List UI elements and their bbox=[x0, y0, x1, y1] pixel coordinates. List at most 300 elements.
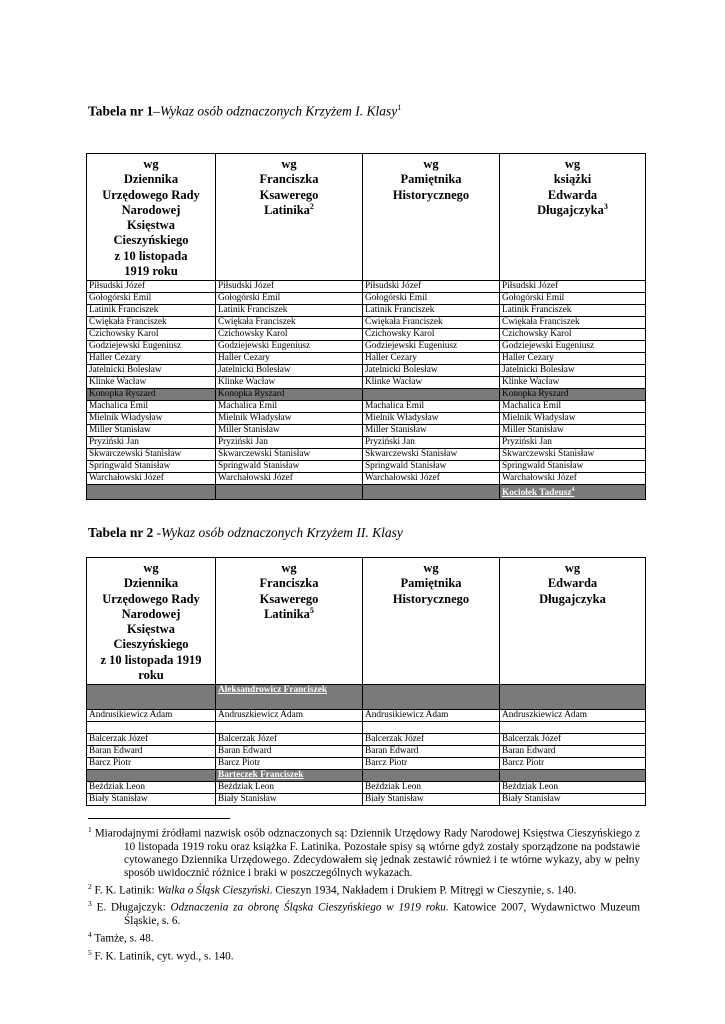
cell-text: Piłsudski Józef bbox=[502, 281, 559, 291]
table-cell bbox=[363, 293, 500, 305]
column-header-line: Historycznego bbox=[392, 591, 470, 606]
cell-text: Godziejewski Eugeniusz bbox=[89, 341, 182, 351]
cell-text: Miller Stanisław bbox=[502, 425, 564, 435]
table-cell bbox=[216, 710, 363, 722]
cell-text: Jatelnicki Bolesław bbox=[502, 365, 575, 375]
cell-text: Haller Cezary bbox=[218, 353, 270, 363]
cell-text: Andrusikiewicz Adam bbox=[365, 710, 449, 720]
cell-text: Baran Edward bbox=[365, 746, 419, 756]
footnote-ref: 3 bbox=[603, 201, 608, 211]
table1 bbox=[86, 153, 646, 500]
column-header-line: Cieszyńskiego bbox=[113, 637, 189, 652]
table-row bbox=[87, 794, 646, 806]
column-header-line: Dziennika bbox=[123, 576, 179, 591]
cell-text: Springwald Stanisław bbox=[502, 461, 584, 471]
cell-text: Latinik Franciszek bbox=[365, 305, 435, 315]
table-row bbox=[87, 365, 646, 377]
table-cell bbox=[363, 329, 500, 341]
cell-text: Andrusikiewicz Adam bbox=[89, 710, 173, 720]
cell-text: Beździak Leon bbox=[218, 782, 275, 792]
table-cell bbox=[500, 389, 646, 401]
cell-text: Kociołek Tadeusz bbox=[502, 488, 572, 499]
cell-text: Ćwiękała Franciszek bbox=[218, 317, 296, 327]
table-cell bbox=[500, 461, 646, 473]
table-cell bbox=[363, 461, 500, 473]
table-cell bbox=[87, 758, 216, 770]
column-header-line: Księstwa bbox=[127, 622, 175, 637]
table-cell bbox=[500, 734, 646, 746]
cell-text: Springwald Stanisław bbox=[365, 461, 447, 471]
table-cell bbox=[500, 485, 646, 500]
table-cell bbox=[216, 305, 363, 317]
table-cell bbox=[87, 485, 216, 500]
cell-text: Latinik Franciszek bbox=[218, 305, 288, 315]
table-cell bbox=[500, 401, 646, 413]
cell-text: Latinik Franciszek bbox=[502, 305, 572, 315]
column-header-line: Długajczyka bbox=[539, 591, 606, 606]
cell-text: Balcerzak Józef bbox=[365, 734, 425, 744]
cell-text: Jatelnicki Bolesław bbox=[89, 365, 162, 375]
table-cell bbox=[216, 734, 363, 746]
cell-text: Czichowsky Karol bbox=[365, 329, 435, 339]
column-header bbox=[87, 154, 216, 281]
footnote-text: Miarodajnymi źródłami nazwisk osób odznaczonych są: Dziennik Urzędowy Rady Narodowej Księstwa Cieszyńskiego z 10 listopada 1919 roku oraz książka F. Latinika. Pozostałe spisy są wtórne gdyż zostały sporządzone na podstawie cytowanego Dziennika Urzędowego. Zdecydowałem się jednak zestawić również i te wtórne wykazy, aby w pełny sposób uwidocznić różnice i braki w poszczególnych wykazach. bbox=[94, 827, 640, 879]
table-row bbox=[87, 377, 646, 389]
cell-text: Beździak Leon bbox=[89, 782, 146, 792]
table-cell bbox=[500, 449, 646, 461]
table-cell bbox=[363, 365, 500, 377]
table-cell bbox=[216, 473, 363, 485]
table-row bbox=[87, 329, 646, 341]
cell-text: Czichowsky Karol bbox=[218, 329, 288, 339]
column-header-line: wg bbox=[143, 157, 159, 171]
table-cell bbox=[363, 305, 500, 317]
footnote-title: Odznaczenia za obronę Śląska Cieszyńskiego w 1919 roku bbox=[170, 902, 446, 915]
cell-text: Miller Stanisław bbox=[365, 425, 427, 435]
column-header-line: wg bbox=[281, 561, 297, 575]
table-row bbox=[87, 722, 646, 734]
cell-text: Baran Edward bbox=[89, 746, 143, 756]
table-cell bbox=[87, 377, 216, 389]
table-row bbox=[87, 710, 646, 722]
footnote-text: Tamże, s. 48. bbox=[94, 932, 154, 945]
table-cell bbox=[216, 401, 363, 413]
table-cell bbox=[500, 685, 646, 710]
footnote-ref: 2 bbox=[309, 201, 314, 211]
table1-caption bbox=[88, 103, 401, 120]
cell-text: Beździak Leon bbox=[365, 782, 422, 792]
cell-text: Barcz Piotr bbox=[89, 758, 132, 768]
table-cell bbox=[216, 365, 363, 377]
cell-text: Warchałowski Józef bbox=[502, 473, 577, 483]
cell-text: Warchałowski Józef bbox=[365, 473, 440, 483]
cell-text: Mielnik Władysław bbox=[365, 413, 439, 423]
cell-text: Czichowsky Karol bbox=[502, 329, 572, 339]
column-header bbox=[216, 558, 363, 685]
footnote-text: F. K. Latinik: bbox=[94, 884, 158, 897]
table-cell bbox=[500, 341, 646, 353]
table-cell bbox=[363, 770, 500, 782]
table-row bbox=[87, 413, 646, 425]
table-cell bbox=[363, 734, 500, 746]
table-cell bbox=[87, 770, 216, 782]
cell-text: Piłsudski Józef bbox=[218, 281, 275, 291]
table-cell bbox=[500, 413, 646, 425]
cell-text: Godziejewski Eugeniusz bbox=[365, 341, 458, 351]
table-cell bbox=[87, 794, 216, 806]
column-header-line: wg bbox=[564, 561, 581, 575]
cell-text: Pryziński Jan bbox=[502, 437, 552, 447]
table-cell bbox=[500, 317, 646, 329]
column-header-line: Edwarda bbox=[547, 576, 598, 591]
footnote-title: Walka o Śląsk Cieszyński bbox=[157, 884, 270, 897]
table-cell bbox=[87, 722, 216, 734]
footnote-number: 1 bbox=[88, 825, 92, 834]
cell-text: Klinke Wacław bbox=[365, 377, 423, 387]
table-cell bbox=[87, 401, 216, 413]
table-cell bbox=[216, 722, 363, 734]
cell-text: Biały Stanisław bbox=[502, 794, 561, 804]
table-cell bbox=[363, 449, 500, 461]
cell-text: Czichowsky Karol bbox=[89, 329, 159, 339]
table-cell bbox=[500, 770, 646, 782]
cell-text: Skwarczewski Stanisław bbox=[365, 449, 458, 459]
table-cell bbox=[216, 758, 363, 770]
table-cell bbox=[363, 413, 500, 425]
table-cell bbox=[87, 365, 216, 377]
cell-text: Springwald Stanisław bbox=[89, 461, 171, 471]
table-cell bbox=[87, 317, 216, 329]
footnote-separator bbox=[88, 818, 230, 819]
cell-text: Mielnik Władysław bbox=[89, 413, 163, 423]
column-header bbox=[500, 154, 646, 281]
cell-text: Piłsudski Józef bbox=[89, 281, 146, 291]
cell-text: Machalica Emil bbox=[502, 401, 562, 411]
table-cell bbox=[363, 722, 500, 734]
cell-text: Miller Stanisław bbox=[89, 425, 151, 435]
table-cell bbox=[500, 365, 646, 377]
table-cell bbox=[363, 341, 500, 353]
table-cell bbox=[363, 425, 500, 437]
column-header-line: Pamiętnika bbox=[400, 576, 462, 591]
table2-caption bbox=[88, 525, 403, 541]
column-header-line: Narodowej bbox=[121, 202, 181, 217]
cell-text: Beździak Leon bbox=[502, 782, 559, 792]
table-cell bbox=[216, 770, 363, 782]
footnote-text: . Katowice 2007, Wydawnictwo Muzeum Śląskie, s. 6. bbox=[124, 902, 641, 928]
table-cell bbox=[87, 293, 216, 305]
footnote-ref: 4 bbox=[571, 487, 575, 493]
table-cell bbox=[363, 437, 500, 449]
column-header-line: wg bbox=[423, 157, 439, 171]
table-cell bbox=[87, 329, 216, 341]
cell-text: Ćwiękała Franciszek bbox=[365, 317, 443, 327]
cell-text: Haller Cezary bbox=[365, 353, 417, 363]
cell-text: Balcerzak Józef bbox=[218, 734, 278, 744]
column-header-line: książki bbox=[553, 172, 592, 187]
table-cell bbox=[500, 437, 646, 449]
table1-caption-label: Tabela nr 1 bbox=[88, 103, 154, 119]
cell-text: Latinik Franciszek bbox=[89, 305, 159, 315]
table-cell bbox=[363, 685, 500, 710]
cell-text: Konopka Ryszard bbox=[89, 389, 156, 399]
cell-text: Barcz Piotr bbox=[365, 758, 408, 768]
cell-text: Machalica Emil bbox=[89, 401, 149, 411]
table2-caption-title: -Wykaz osób odznaczonych Krzyżem II. Klasy bbox=[153, 525, 403, 540]
column-header-line: Urzędowego Rady bbox=[102, 187, 200, 202]
cell-text: Skwarczewski Stanisław bbox=[218, 449, 311, 459]
footnote-text: . Cieszyn 1934, Nakładem i Drukiem P. Mitręgi w Cieszynie, s. 140. bbox=[269, 884, 577, 897]
table-row bbox=[87, 758, 646, 770]
table-cell bbox=[87, 461, 216, 473]
table-cell bbox=[500, 746, 646, 758]
cell-text: Ćwiękała Franciszek bbox=[89, 317, 167, 327]
table-cell bbox=[363, 794, 500, 806]
table-cell bbox=[216, 485, 363, 500]
cell-text: Balcerzak Józef bbox=[502, 734, 562, 744]
cell-text: Skwarczewski Stanisław bbox=[89, 449, 182, 459]
cell-text: Aleksandrowicz Franciszek bbox=[218, 685, 328, 695]
cell-text: Gołogórski Emil bbox=[89, 293, 152, 303]
table-row bbox=[87, 389, 646, 401]
table-cell bbox=[87, 413, 216, 425]
cell-text: Miller Stanisław bbox=[218, 425, 280, 435]
cell-text: Baran Edward bbox=[218, 746, 272, 756]
table-cell bbox=[216, 449, 363, 461]
table-cell bbox=[216, 353, 363, 365]
table-cell bbox=[87, 281, 216, 293]
column-header-line: z 10 listopada bbox=[114, 248, 188, 263]
footnote bbox=[88, 880, 640, 898]
table-cell bbox=[500, 758, 646, 770]
table-row bbox=[87, 782, 646, 794]
column-header-line: wg bbox=[281, 157, 297, 171]
table-cell bbox=[87, 734, 216, 746]
table-cell bbox=[87, 449, 216, 461]
table-cell bbox=[363, 746, 500, 758]
table-cell bbox=[500, 293, 646, 305]
table-cell bbox=[500, 782, 646, 794]
column-header-line: Ksawerego bbox=[259, 187, 319, 202]
table-cell bbox=[363, 353, 500, 365]
column-header-line: roku bbox=[138, 668, 164, 683]
cell-text: Ćwiękała Franciszek bbox=[502, 317, 580, 327]
table-row bbox=[87, 746, 646, 758]
table1-caption-title: –Wykaz osób odznaczonych Krzyżem I. Klasy bbox=[153, 103, 398, 119]
table-row bbox=[87, 437, 646, 449]
table-cell bbox=[500, 329, 646, 341]
footnote-ref: 5 bbox=[309, 605, 314, 615]
column-header-line: Cieszyńskiego bbox=[113, 233, 189, 248]
column-header bbox=[363, 558, 500, 685]
column-header-line: Dziennika bbox=[123, 172, 179, 187]
table-cell bbox=[216, 317, 363, 329]
table-row bbox=[87, 461, 646, 473]
table-cell bbox=[363, 758, 500, 770]
table-cell bbox=[87, 353, 216, 365]
column-header-line: Latinika bbox=[264, 202, 310, 217]
table-cell bbox=[500, 473, 646, 485]
table-cell bbox=[216, 437, 363, 449]
table-cell bbox=[500, 794, 646, 806]
table-cell bbox=[216, 293, 363, 305]
footnote bbox=[88, 928, 640, 946]
column-header-line: Latinika bbox=[264, 606, 310, 621]
cell-text: Warchałowski Józef bbox=[89, 473, 164, 483]
table-cell bbox=[216, 329, 363, 341]
footnote-number: 4 bbox=[88, 930, 92, 940]
cell-text: Barcz Piotr bbox=[218, 758, 261, 768]
column-header-line: z 10 listopada 1919 bbox=[100, 652, 202, 667]
cell-text: Andruszkiewicz Adam bbox=[502, 710, 587, 720]
cell-text: Piłsudski Józef bbox=[365, 281, 422, 291]
table-cell bbox=[500, 353, 646, 365]
table-cell bbox=[363, 782, 500, 794]
cell-text: Springwald Stanisław bbox=[218, 461, 300, 471]
cell-text: Konopka Ryszard bbox=[218, 389, 285, 399]
table-row bbox=[87, 485, 646, 500]
table-cell bbox=[87, 437, 216, 449]
column-header bbox=[363, 154, 500, 281]
cell-text: Pryziński Jan bbox=[89, 437, 139, 447]
table-cell bbox=[87, 425, 216, 437]
cell-text: Biały Stanisław bbox=[218, 794, 277, 804]
table-cell bbox=[363, 401, 500, 413]
cell-text: Machalica Emil bbox=[218, 401, 278, 411]
table-row bbox=[87, 425, 646, 437]
cell-text: Gołogórski Emil bbox=[218, 293, 281, 303]
table-row bbox=[87, 353, 646, 365]
column-header-line: Długajczyka bbox=[537, 202, 604, 217]
column-header-line: Historycznego bbox=[392, 187, 470, 202]
table-row bbox=[87, 449, 646, 461]
cell-text: Klinke Wacław bbox=[502, 377, 560, 387]
cell-text: Andruszkiewicz Adam bbox=[218, 710, 303, 720]
table-cell bbox=[363, 377, 500, 389]
cell-text: Mielnik Władysław bbox=[502, 413, 576, 423]
cell-text: Klinke Wacław bbox=[218, 377, 276, 387]
table-cell bbox=[363, 710, 500, 722]
table-row bbox=[87, 401, 646, 413]
table1-caption-note: 1 bbox=[397, 103, 402, 112]
footnote bbox=[88, 823, 640, 880]
cell-text: Gołogórski Emil bbox=[365, 293, 428, 303]
table-cell bbox=[87, 341, 216, 353]
table-cell bbox=[216, 746, 363, 758]
table-cell bbox=[216, 685, 363, 710]
table-cell bbox=[363, 281, 500, 293]
table-cell bbox=[500, 281, 646, 293]
column-header-line: Franciszka bbox=[259, 172, 319, 187]
table-cell bbox=[500, 305, 646, 317]
column-header bbox=[87, 558, 216, 685]
cell-text: Konopka Ryszard bbox=[502, 389, 569, 399]
cell-text: Pryziński Jan bbox=[218, 437, 268, 447]
table-row bbox=[87, 305, 646, 317]
table-row bbox=[87, 473, 646, 485]
table-row bbox=[87, 770, 646, 782]
footnote-number: 5 bbox=[88, 947, 92, 957]
cell-text: Warchałowski Józef bbox=[218, 473, 293, 483]
column-header-line: Narodowej bbox=[121, 606, 181, 621]
footnote-text: E. Długajczyk: bbox=[96, 902, 171, 915]
cell-text: Jatelnicki Bolesław bbox=[365, 365, 438, 375]
table-cell bbox=[216, 782, 363, 794]
table2 bbox=[86, 557, 646, 806]
footnote-number: 2 bbox=[88, 881, 92, 891]
column-header bbox=[216, 154, 363, 281]
cell-text: Biały Stanisław bbox=[89, 794, 148, 804]
table-row bbox=[87, 734, 646, 746]
cell-text: Klinke Wacław bbox=[89, 377, 147, 387]
table-cell bbox=[216, 413, 363, 425]
footnote-number: 3 bbox=[88, 899, 92, 909]
footnote bbox=[88, 946, 640, 964]
column-header-line: Edwarda bbox=[547, 187, 598, 202]
table-cell bbox=[87, 746, 216, 758]
cell-text: Haller Cezary bbox=[502, 353, 554, 363]
column-header-line: wg bbox=[423, 561, 439, 575]
cell-text: Barteczek Franciszek bbox=[218, 770, 304, 780]
cell-text: Barcz Piotr bbox=[502, 758, 545, 768]
cell-text: Jatelnicki Bolesław bbox=[218, 365, 291, 375]
table-cell bbox=[87, 685, 216, 710]
cell-text: Biały Stanisław bbox=[365, 794, 424, 804]
table2-caption-label: Tabela nr 2 bbox=[88, 525, 154, 540]
table-cell bbox=[87, 473, 216, 485]
cell-text: Machalica Emil bbox=[365, 401, 425, 411]
table-row bbox=[87, 341, 646, 353]
column-header-line: wg bbox=[564, 157, 581, 171]
table-cell bbox=[216, 461, 363, 473]
table-row bbox=[87, 685, 646, 710]
table-cell bbox=[216, 377, 363, 389]
column-header bbox=[500, 558, 646, 685]
cell-text: Godziejewski Eugeniusz bbox=[218, 341, 311, 351]
column-header-line: Ksawerego bbox=[259, 591, 319, 606]
table-cell bbox=[87, 305, 216, 317]
footnote bbox=[88, 897, 640, 928]
table-cell bbox=[87, 782, 216, 794]
table-cell bbox=[500, 425, 646, 437]
cell-text: Baran Edward bbox=[502, 746, 556, 756]
table-cell bbox=[363, 473, 500, 485]
cell-text: Pryziński Jan bbox=[365, 437, 415, 447]
table-cell bbox=[216, 425, 363, 437]
table-cell bbox=[500, 710, 646, 722]
column-header-line: 1919 roku bbox=[124, 264, 178, 279]
table-cell bbox=[216, 341, 363, 353]
column-header-line: Urzędowego Rady bbox=[102, 591, 200, 606]
table-cell bbox=[500, 722, 646, 734]
cell-text: Balcerzak Józef bbox=[89, 734, 149, 744]
table-cell bbox=[500, 377, 646, 389]
table-cell bbox=[87, 389, 216, 401]
table-cell bbox=[87, 710, 216, 722]
column-header-line: Pamiętnika bbox=[400, 172, 462, 187]
cell-text: Gołogórski Emil bbox=[502, 293, 565, 303]
table-row bbox=[87, 317, 646, 329]
table-cell bbox=[216, 794, 363, 806]
table-cell bbox=[363, 317, 500, 329]
footnote-text: F. K. Latinik, cyt. wyd., s. 140. bbox=[94, 950, 234, 963]
column-header-line: Franciszka bbox=[259, 576, 319, 591]
column-header-line: Księstwa bbox=[127, 218, 175, 233]
table-cell bbox=[216, 281, 363, 293]
cell-text: Haller Cezary bbox=[89, 353, 141, 363]
column-header-line: wg bbox=[143, 561, 159, 575]
table-cell bbox=[363, 389, 500, 401]
